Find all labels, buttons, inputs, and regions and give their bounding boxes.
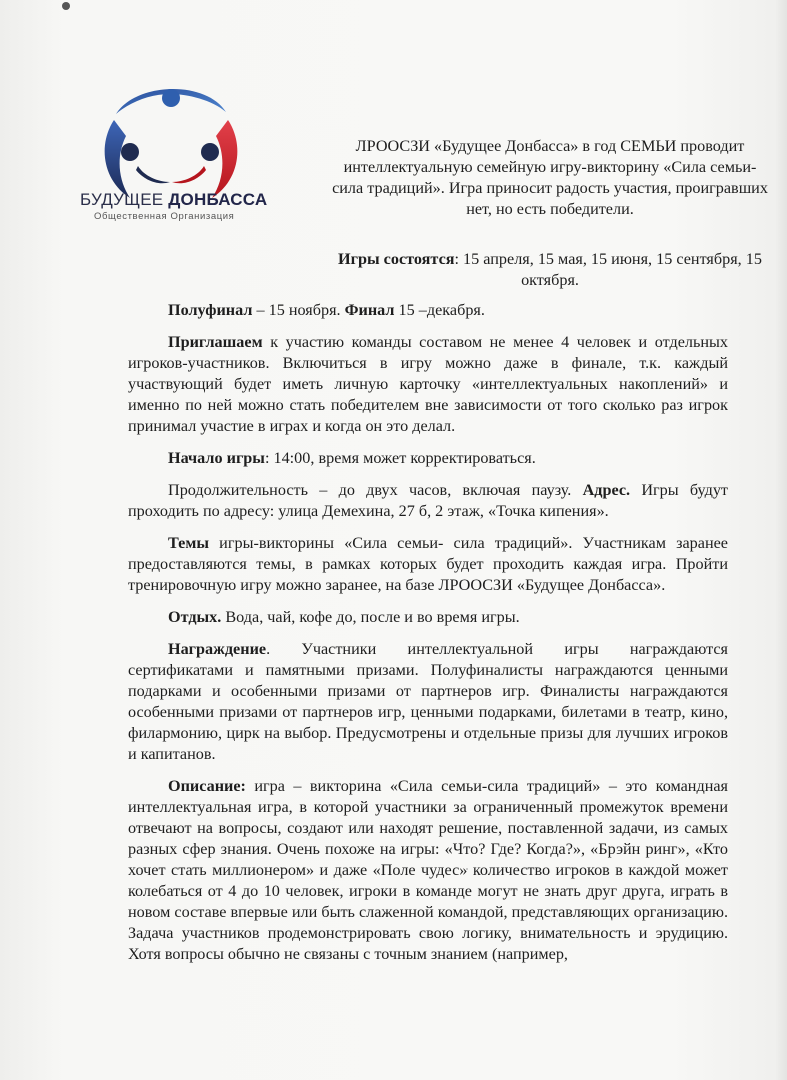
paragraph-start-time — [128, 448, 728, 469]
paragraph-text: : 14:00, время может корректироваться. — [264, 449, 536, 467]
paragraph-bold: Награждение — [168, 640, 267, 658]
paragraph-invite — [128, 332, 728, 437]
paragraph-text: к участию команды составом не менее 4 человек и отдельных игроков-участников. Включиться в игру можно даже в финале, т.к. каждый участвующий будет иметь личную карточку «интеллектуальных накоплений» и именно по ней можно стать победителем вне зависимости от того сколько раз игрок принимал участие в играх и когда он это делал. — [128, 333, 728, 435]
paragraph-text: . Участники интеллектуальной игры награждаются сертификатами и памятными призами. Полуфиналисты награждаются ценными подарками и особенными призами от партнеров игр. Финалисты награждаются особенными призами от партнеров игр, ценными подарками, билетами в театр, кино, филармонию, цирк на выбор. Предусмотрены и отдельные призы для лучших игроков и капитанов. — [128, 640, 728, 763]
paragraph-text: Игры будут проходить по адресу: улица Демехина, 27 б, 2 этаж, «Точка кипения». — [128, 481, 728, 520]
paragraph-rest — [128, 607, 728, 628]
paragraph-semifinal — [128, 300, 728, 321]
paragraph-text: Вода, чай, кофе до, после и во время игры. — [221, 608, 520, 626]
paragraph-bold: Отдых. — [168, 608, 222, 626]
logo-wordmark — [80, 190, 270, 210]
paragraph-topics — [128, 533, 728, 596]
paragraph-bold: Описание: — [168, 777, 246, 795]
paragraph-text: 15 –декабря. — [394, 301, 485, 319]
scan-dot — [62, 2, 70, 10]
schedule-text: : 15 апреля, 15 мая, 15 июня, 15 сентября, 15 октября. — [454, 250, 762, 289]
paragraph-text: Продолжительность – до двух часов, включая паузу. — [168, 481, 583, 499]
paragraph-awards — [128, 639, 728, 765]
page-edge-shadow — [775, 0, 787, 1080]
paragraph-bold: Финал — [344, 301, 395, 319]
paragraph-bold: Адрес. — [582, 481, 631, 499]
paragraph-text: игры-викторины «Сила семьи- сила традиций». Участникам заранее предоставляются темы, в рамках которых будет проходить каждая игра. Пройти тренировочную игру можно заранее, на базе ЛРООСЗИ «Будущее Донбасса». — [128, 534, 728, 594]
logo-name-light: БУДУЩЕЕ — [80, 190, 169, 209]
paragraph-bold: Начало игры — [168, 449, 265, 467]
paragraph-text: – 15 ноября. — [252, 301, 345, 319]
paragraph-description — [128, 776, 728, 965]
paragraph-bold: Темы — [168, 534, 210, 552]
paragraph-text: игра – викторина «Сила семьи-сила традиций» – это командная интеллектуальная игра, в которой участники за ограниченный промежуток времени отвечают на вопросы, создают или находят решение, поставленной задачи, из самых разных сфер знания. Очень похоже на игры: «Что? Где? Когда?», «Брэйн ринг», «Кто хочет стать миллионером» и даже «Поле чудес» количество игроков в каждой может колебаться от 4 до 10 человек, игроки в команде могут не знать друг друга, играть в новом составе впервые или быть слаженной командой, представляющих организацию. Задача участников продемонстрировать свою логику, внимательность и эрудицию. Хотя вопросы обычно не связаны с точным знанием (например, — [128, 777, 728, 963]
intro-text: ЛРООСЗИ «Будущее Донбасса» в год СЕМЬИ проводит интеллектуальную семейную игру-викторину «Сила семьи- сила традиций». Игра приносит радость участия, проигравших нет, но есть победители. — [332, 137, 768, 218]
schedule-dates — [330, 249, 770, 291]
logo-name-bold: ДОНБАССА — [168, 190, 268, 209]
schedule-label: Игры состоятся — [338, 250, 455, 268]
logo-subtitle: Общественная Организация — [94, 211, 235, 222]
paragraph-bold: Полуфинал — [168, 301, 253, 319]
paragraph-duration-address — [128, 480, 728, 522]
paragraph-bold: Приглашаем — [168, 333, 263, 351]
body-text — [128, 300, 728, 965]
